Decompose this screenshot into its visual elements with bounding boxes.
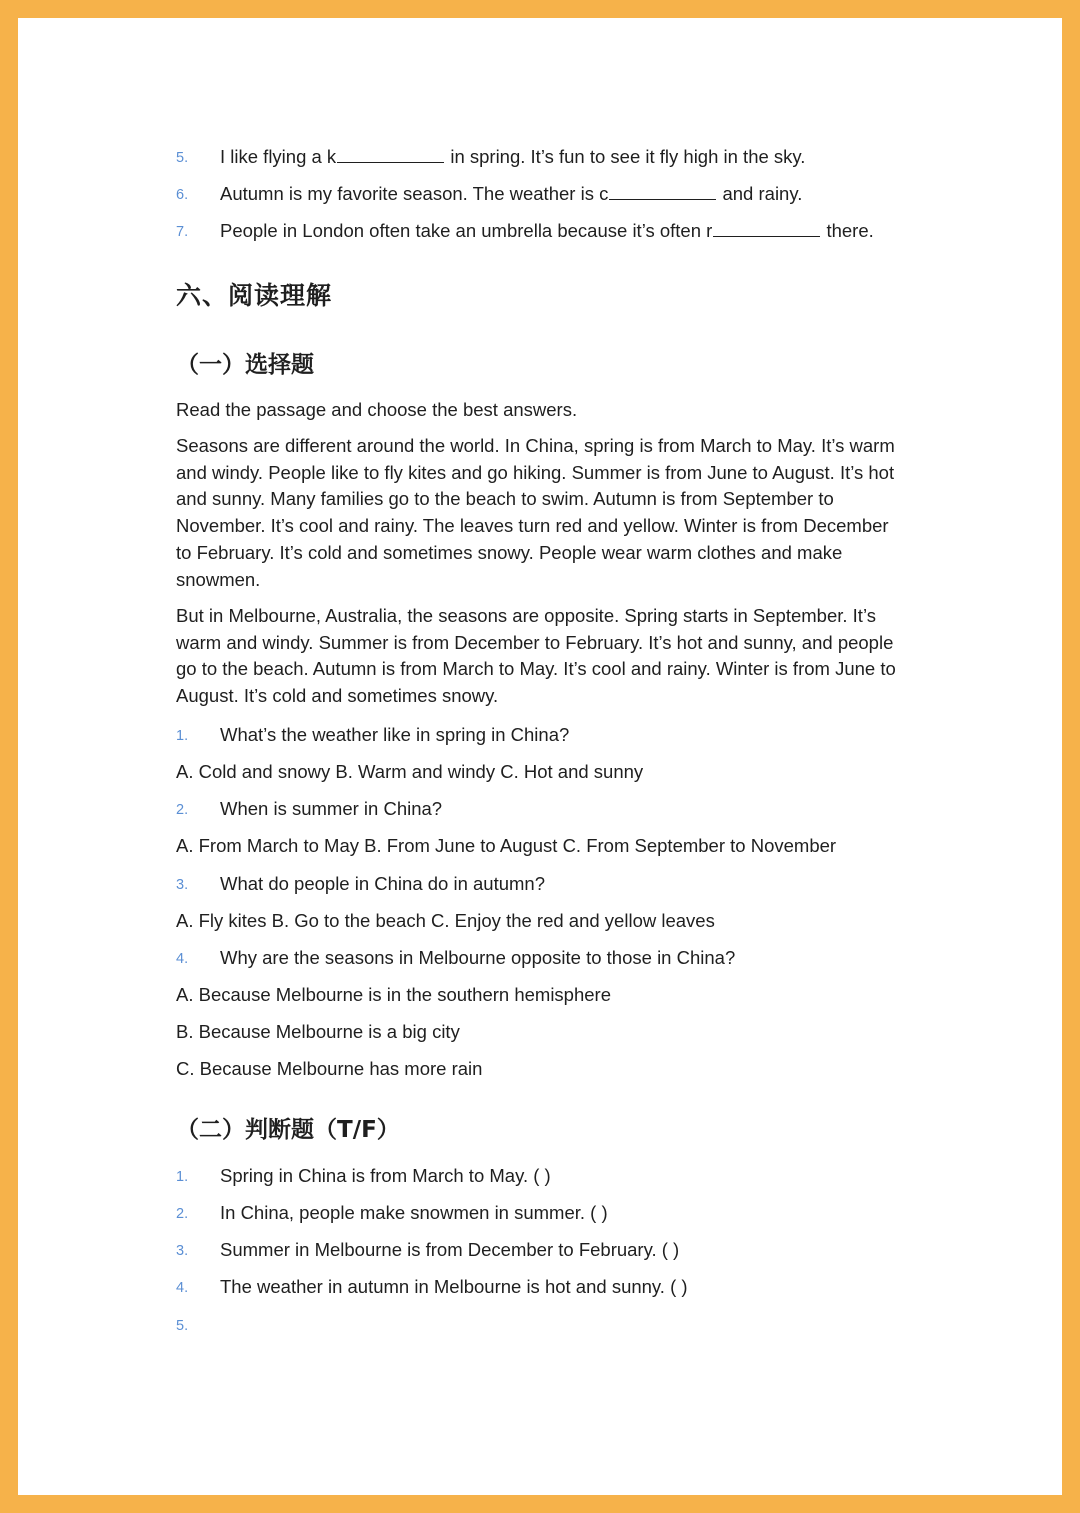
answer-blank[interactable]	[713, 222, 820, 237]
item-text-after: and rainy.	[717, 183, 803, 204]
item-number: 5.	[176, 150, 189, 166]
instructions: Read the passage and choose the best answers.	[176, 399, 578, 420]
answer-blank[interactable]	[337, 148, 444, 163]
answer-options: A. Cold and snowy B. Warm and windy C. Hot and sunny	[176, 761, 644, 782]
tf-number: 5.	[176, 1318, 189, 1334]
question-text: Why are the seasons in Melbourne opposite to those in China?	[220, 947, 736, 968]
tf-text: Summer in Melbourne is from December to February. ( )	[220, 1239, 680, 1260]
question-number: 2.	[176, 802, 189, 818]
part2-title: （二）判断题（T/F）	[176, 1117, 400, 1143]
tf-number: 1.	[176, 1169, 189, 1185]
item-text-before: I like flying a k	[220, 146, 337, 167]
tf-text: Spring in China is from March to May. ( )	[220, 1165, 551, 1186]
answer-option: C. Because Melbourne has more rain	[176, 1058, 483, 1079]
item-text-after: there.	[821, 220, 874, 241]
question-number: 3.	[176, 877, 189, 893]
passage-paragraph-2: But in Melbourne, Australia, the seasons are opposite. Spring starts in September. It’s warm and windy. Summer is from December to February. It’s hot and sunny, and people go to the beach. Autumn is from March to May. It’s cool and rainy. Winter is from June to August. It’s cold and sometimes snowy.	[176, 605, 896, 707]
tf-number: 2.	[176, 1206, 189, 1222]
tf-text: The weather in autumn in Melbourne is hot and sunny. ( )	[220, 1276, 688, 1297]
item-text-after: in spring. It’s fun to see it fly high in the sky.	[445, 146, 806, 167]
question-text: What’s the weather like in spring in China?	[220, 724, 570, 745]
question-number: 1.	[176, 728, 189, 744]
answer-blank[interactable]	[609, 185, 716, 200]
passage-paragraph-1: Seasons are different around the world. In China, spring is from March to May. It’s warm and windy. People like to fly kites and go hiking. Summer is from June to August. It’s hot and sunny. Many families go to the beach to swim. Autumn is from September to November. It’s cool and rainy. The leaves turn red and yellow. Winter is from December to February. It’s cold and sometimes snowy. People wear warm clothes and make snowmen.	[176, 435, 895, 590]
answer-options: A. Fly kites B. Go to the beach C. Enjoy the red and yellow leaves	[176, 910, 715, 931]
tf-number: 4.	[176, 1280, 189, 1296]
question-text: When is summer in China?	[220, 798, 443, 819]
answer-option: B. Because Melbourne is a big city	[176, 1021, 460, 1042]
item-text-before: Autumn is my favorite season. The weather is c	[220, 183, 609, 204]
worksheet-page	[18, 18, 1062, 1495]
part1-title: （一）选择题	[176, 352, 314, 378]
item-number: 7.	[176, 224, 189, 240]
item-text-before: People in London often take an umbrella because it’s often r	[220, 220, 713, 241]
question-number: 4.	[176, 951, 189, 967]
question-text: What do people in China do in autumn?	[220, 873, 545, 894]
answer-option: A. Because Melbourne is in the southern hemisphere	[176, 984, 612, 1005]
tf-number: 3.	[176, 1243, 189, 1259]
answer-options: A. From March to May B. From June to August C. From September to November	[176, 835, 837, 856]
tf-text: In China, people make snowmen in summer. ( )	[220, 1202, 608, 1223]
item-number: 6.	[176, 187, 189, 203]
section-title: 六、阅读理解	[176, 281, 333, 310]
